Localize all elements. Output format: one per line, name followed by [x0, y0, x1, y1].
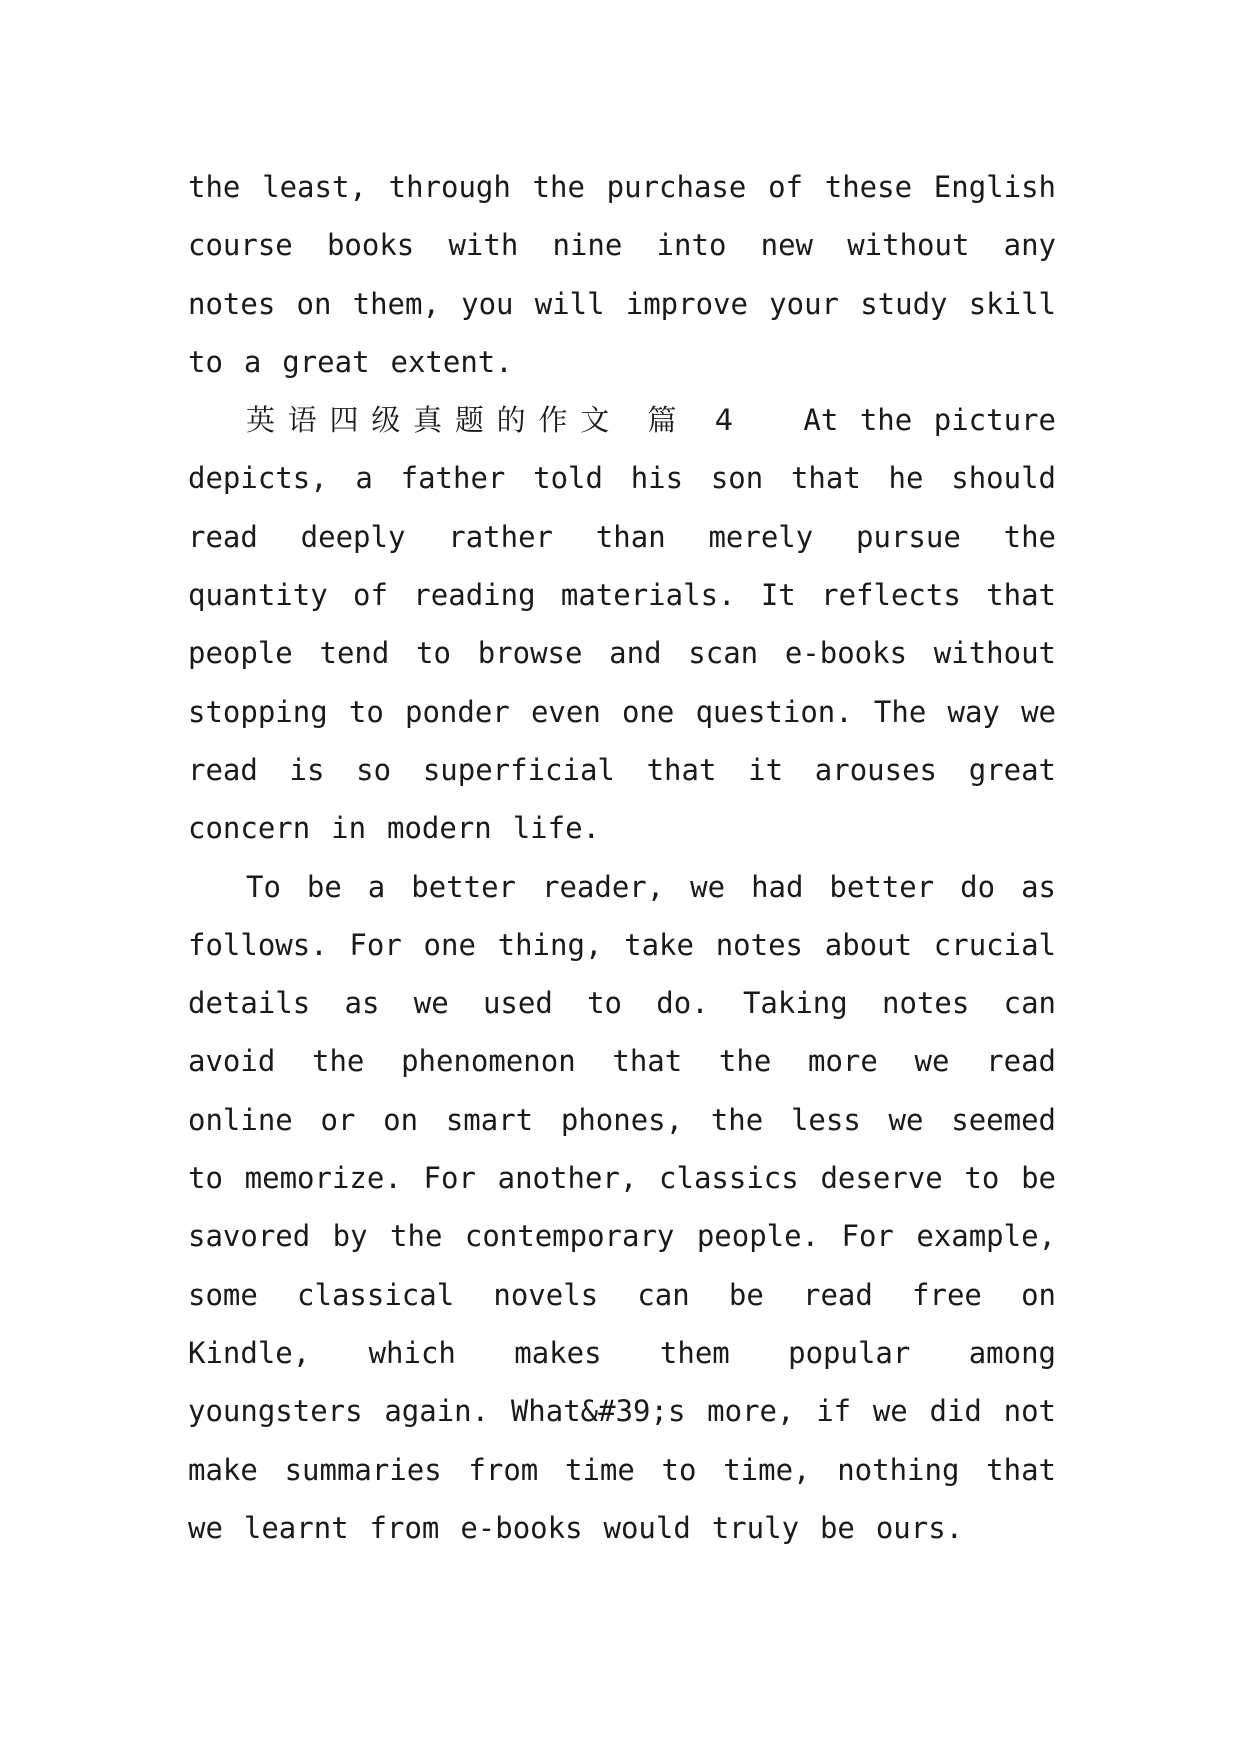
paragraph-2: [188, 391, 1056, 857]
paragraph-1: [188, 158, 1056, 391]
paragraph-1-text: the least, through the purchase of these English course books with nine into new without any notes on them, you will improve your study skill to a great extent.: [188, 170, 1056, 379]
document-body: [188, 158, 1056, 1557]
paragraph-2-text: At the picture depicts, a father told his son that he should read deeply rather than merely pursue the quantity of reading materials. It reflects that people tend to browse and scan e-books without stopping to ponder even one question. The way we read is so superficial that it arouses great concern in modern life.: [188, 403, 1056, 846]
paragraph-3-text: To be a better reader, we had better do as follows. For one thing, take notes about crucial details as we used to do. Taking notes can avoid the phenomenon that the more we read online or on smart phones, the less we seemed to memorize. For another, classics deserve to be savored by the contemporary people. For example, some classical novels can be read free on Kindle, which makes them popular among youngsters again. What&#39;s more, if we did not make summaries from time to time, nothing that we learnt from e-books would truly be ours.: [188, 869, 1056, 1545]
section-heading: 英语四级真题的作文 篇 4: [246, 403, 746, 438]
paragraph-3: [188, 858, 1056, 1558]
